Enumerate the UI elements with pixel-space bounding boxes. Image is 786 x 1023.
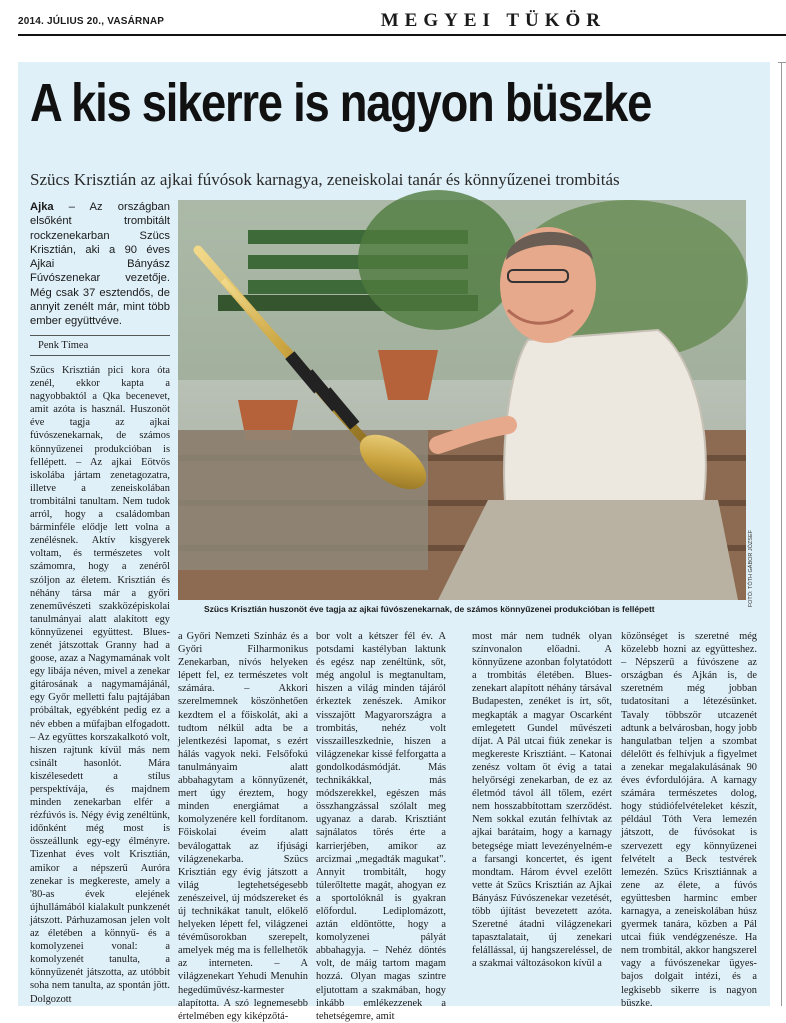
page-header — [0, 0, 786, 46]
trumpeter-photo-illustration — [178, 200, 746, 600]
page-edge-rule — [781, 62, 782, 1006]
text-column-5 — [621, 630, 757, 1009]
page-edge-tick — [778, 62, 786, 63]
byline-rule-top — [30, 335, 170, 336]
text-column-2 — [178, 630, 308, 1022]
photo-caption: Szücs Krisztián huszonöt éve tagja az ajkai fúvószenekarnak, de számos könnyűzenei produkcióban is fellépett — [204, 604, 655, 614]
column-5-text: közönséget is szeretné még közelebb hozni az együtteshez. – Népszerű a fúvószene az országban és Ajkán is, de szeretném még jobban tudatosítani a létezésünket. Tavaly többször utcazenét adtunk a belvárosban, hogy jobb hangulatban teljen a szombat délelőtt és felhívjuk a figyelmet a zenekar megalakulásának 90 éves évfordulójára. A karnagy számára természetes dolog, hogy stúdiófelvételeket készít, például Tóth Vera lemezén játszott, de fúvósokat is szervezett egy könnyűzenei felvételt a Beck testvérek lemezén. Szücs Krisztiánnak a zene az élete, a fúvós együttesben harminc ember karnagya, a zeneiskolában húsz gyermek tanára, közben a Pál utcai fiúk vendégzenésze. Ha nem trombitál, akkor hangszerel vagy a fúvószenekar ügyes-bajos dolgait intézi, és a legkisebb sikerre is nagyon büszke. — [621, 631, 757, 1009]
article-byline: Penk Tímea — [38, 340, 89, 351]
header-rule — [18, 34, 786, 36]
text-column-4 — [472, 630, 612, 1006]
byline-rule-bottom — [30, 355, 170, 356]
article-lead — [30, 200, 170, 329]
column-2-text: a Győri Nemzeti Színház és a Győri Filharmonikus Zenekarban, nívós helyeken lépett fel, ez természetes volt számára. – Akkori szerelmemnek köszönhetően kezdtem el a főiskolát, aki a tudtom nélkül adta be a jelentkezési lapomat, s ezért hálás vagyok neki. Felsőfokú tanulmányaim alatt abbahagytam a könnyűzenét, mert úgy éreztem, hogy minden energiámat a komolyzenére kell fordítanom. Főiskolai éveim alatt beválogattak az ifjúsági világzenekarba. Szücs Krisztián egy évig játszott a világ legtehetségesebb zenészeivel, új módszereket és új technikákat tanult, előkelő helyeken lépett fel, világzenei tévéműsorokban szerepelt, amelyek még ma is fellelhetők az interneten. – A világzenekart Yehudi Menuhin hegedűművész-karmester alapította. A szó legnemesebb értelmében egy kiképzőtá- — [178, 631, 308, 1022]
article-subtitle: Szücs Krisztián az ajkai fúvósok karnagya, zeneiskolai tanár és könnyűzenei trombitás — [30, 170, 620, 189]
article-photo — [178, 200, 746, 600]
text-column-3 — [316, 630, 446, 1022]
lead-place: Ajka — [30, 201, 54, 213]
photo-credit: FOTÓ: TÓTH GÁBOR JÓZSEF — [748, 530, 754, 608]
section-title: MEGYEI TÜKÖR — [380, 10, 606, 31]
article-headline: A kis sikerre is nagyon büszke — [30, 73, 652, 133]
column-3-text: bor volt a kétszer fél év. A potsdami kastélyban laktunk és egész nap zenéltünk, sőt, még angolul is megtanultam, hiszen a világ minden tájáról érkeztek zenészek. Amikor visszajött Magyarországra a trombitás, nehéz volt visszailleszkednie, hiszen a világzenekar kissé felforgatta a gondolkodásmódját. Más technikákkal, más módszerekkel, egészen más összhangzással szólalt meg ugyanaz a darab. Krisztiánt sajnálatos törés érte a karrierjében, amikor az arcizmai „megadták magukat". Annyit trombitált, hogy túlerőltette magát, ahogyan ez a sportolóknál is gyakran előfordul. Lediplomázott, aztán eldöntötte, hogy a komolyzenei pályát abbahagyja. – Nehéz döntés volt, de máig tartom magam hozzá. Olyan magas szintre eljutottam a szakmában, hogy inkább emlékezzenek a tehetségemre, amit — [316, 631, 446, 1022]
text-column-1 — [30, 364, 170, 1006]
issue-date: 2014. JÚLIUS 20., VASÁRNAP — [18, 16, 165, 27]
column-1-text: Szücs Krisztián pici kora óta zenél, ekkor kapta a nagyobbaktól a Qka becenevet, amit azóta is használ. Huszonöt éve tagja az ajkai fúvószenekarnak, de számos könnyűzenei produkcióban is fellépett. – Az ajkai Eötvös iskolába jártam zenetagozatra, illetve a zeneiskolában trombitálni tanultam. Nem tudok arról, hogy a családomban bárminféle elődje lett volna a zenélésnek. Aktív kisgyerek voltam, és természetes volt számomra, hogy a zenérõl szóljon az életem. Krisztián és néhány társa már a győri zeneművészeti szakközépiskolai tanulmányai alatt alakított egy könnyűzenei együttest. Blues-zenét játszottak Granny had a goose, azaz a Nagymamának volt egy libája néven, mivel a zenekar gitárosának a nagymamájánál, egy Győr melletti falu pajtájában próbáltak, egyébként pedig ez a név ebben a műfajban elfogadott. – Az együttes korszakalkotó volt, hiszen rajtunk kívül más nem csinált hasonlót. Mára kiszélesedett a stílus perspektívája, és majdnem minden zenekarban elfér a rézfúvós is. Négy évig zenéltünk, időnként még most is összeállunk egy-egy élményre. Tizenhat éves volt Krisztián, amikor a népszerű Auróra zenekar is megkereste, amely a '80-as évek elejének újhullámából kialakult punkzenét játszott. Párhuzamosan jelen volt az életében a könnyű- és a komolyzenei vonal: a komolyzenét tanulta, a könnyűzenét játszotta, az utóbbit soha nem tanulta, az spontán jött. Dolgozott — [30, 365, 170, 1005]
column-4-text: most már nem tudnék olyan színvonalon előadni. A könnyűzene azonban folytatódott a trombitás életében. Blues-zenekart alapított néhány társával Budapesten, zenéket is írt, sőt, megkapták a magyar Oscarként emlegetett Gundel művészeti díjat. A Pál utcai fiúk zenekar is megkereste Krisztiánt. – Katonai zenész voltam öt évig a tatai helyőrségi zenekarban, de ez az életmód távol áll tőlem, ezért nem hosszabbítottam szerződést. Nem sokkal ezután felhívtak az ajkai barátaim, hogy a karnagy betegsége miatt levezényelném-e a farsangi koncertet, és igent mondtam. Három évvel ezelőtt vette át Szücs Krisztián az Ajkai Bányász Fúvószenekar vezetését, több újítást bevezetett azóta. Szeretné átadni világzenekari tapasztalatait, új zenekari felállással, új hangszereléssel, de a szakmai változásokon kívül a — [472, 631, 612, 970]
lead-text: – Az országban elsőként trombitált rockzenekarban Szücs Krisztián, aki a 90 éves Ajkai Bányász Fúvószenekar vezetője. Még csak 37 esztendős, de annyit zenélt már, mint több ember együttvéve. — [30, 201, 170, 328]
